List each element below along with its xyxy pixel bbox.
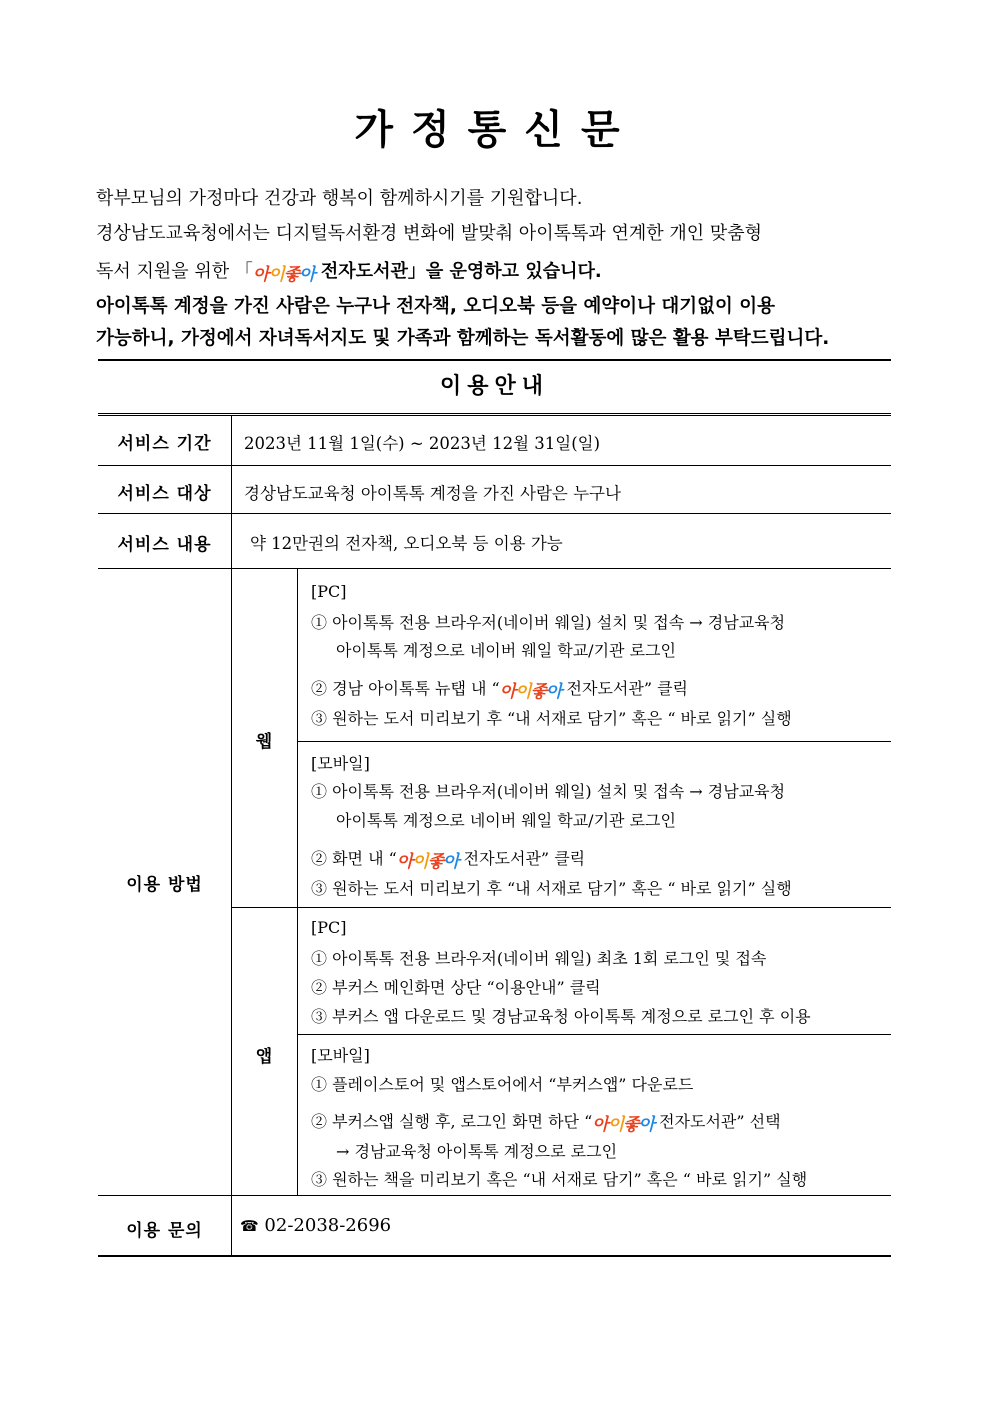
web-pc-header: [PC]	[311, 582, 347, 601]
label-app: 앱	[255, 1047, 273, 1067]
app-mobile-step-2-post: 전자도서관” 선택	[654, 1112, 781, 1131]
sub-divider	[297, 741, 891, 742]
page-title: 가정통신문	[354, 107, 638, 153]
intro-line-1: 학부모님의 가정마다 건강과 행복이 함께하시기를 기원합니다.	[96, 188, 583, 209]
web-pc-step-1-cont: 아이톡톡 계정으로 네이버 웨일 학교/기관 로그인	[336, 641, 676, 660]
sub-divider	[297, 1034, 891, 1035]
value-service-content: 약 12만권의 전자책, 오디오북 등 이용 가능	[250, 534, 563, 553]
web-mobile-header: [모바일]	[311, 754, 370, 773]
web-mobile-step-2-post: 전자도서관” 클릭	[458, 849, 586, 868]
web-pc-step-1: ① 아이톡톡 전용 브라우저(네이버 웨일) 설치 및 접속 → 경남교육청	[311, 613, 786, 632]
app-pc-step-3: ③ 부커스 앱 다운로드 및 경남교육청 아이톡톡 계정으로 로그인 후 이용	[311, 1007, 811, 1026]
label-service-target: 서비스 대상	[117, 484, 212, 504]
label-usage-method: 이용 방법	[126, 875, 203, 895]
contact-phone	[240, 1215, 391, 1236]
intro-line-3-pre: 독서 지원을 위한 「	[96, 261, 253, 282]
label-service-content: 서비스 내용	[117, 535, 212, 555]
section-title: 이용안내	[98, 359, 891, 416]
column-divider	[231, 416, 232, 1256]
web-pc-step-2-pre: ② 경남 아이톡톡 뉴탭 내 “	[311, 679, 500, 698]
web-mobile-step-2	[311, 846, 585, 872]
app-mobile-step-3: ③ 원하는 책을 미리보기 혹은 “내 서재로 담기” 혹은 “ 바로 읽기” 실행	[311, 1170, 808, 1189]
row-divider	[98, 513, 891, 514]
sub-divider	[231, 907, 891, 908]
app-mobile-step-2-cont: → 경남교육청 아이톡톡 계정으로 로그인	[336, 1142, 618, 1161]
row-divider	[98, 465, 891, 466]
web-pc-step-2	[311, 676, 688, 702]
intro-line-3	[96, 257, 896, 285]
web-mobile-step-2-pre: ② 화면 내 “	[311, 849, 397, 868]
web-pc-step-2-post: 전자도서관” 클릭	[561, 679, 689, 698]
column-divider	[297, 568, 298, 1195]
web-mobile-step-1: ① 아이톡톡 전용 브라우저(네이버 웨일) 설치 및 접속 → 경남교육청	[311, 782, 786, 801]
value-service-period: 2023년 11월 1일(수) ~ 2023년 12월 31일(일)	[244, 434, 601, 453]
phone-icon: ☎	[240, 1217, 259, 1235]
label-web: 웹	[255, 732, 273, 752]
app-mobile-header: [모바일]	[311, 1046, 370, 1065]
aijoa-logo: 아이좋아	[396, 852, 459, 872]
intro-line-3-post: 전자도서관」을 운영하고 있습니다.	[314, 261, 602, 282]
row-divider	[98, 568, 891, 569]
app-mobile-step-2-pre: ② 부커스앱 실행 후, 로그인 화면 하단 “	[311, 1112, 593, 1131]
label-service-period: 서비스 기간	[117, 434, 212, 454]
app-mobile-step-1: ① 플레이스토어 및 앱스토어에서 “부커스앱” 다운로드	[311, 1075, 694, 1094]
app-pc-step-2: ② 부커스 메인화면 상단 “이용안내” 클릭	[311, 978, 601, 997]
app-mobile-step-2	[311, 1109, 781, 1135]
web-mobile-step-3: ③ 원하는 도서 미리보기 후 “내 서재로 담기” 혹은 “ 바로 읽기” 실행	[311, 879, 792, 898]
table-bottom-border	[98, 1255, 891, 1257]
app-pc-header: [PC]	[311, 918, 347, 937]
contact-phone-number: 02-2038-2696	[264, 1215, 392, 1236]
intro-line-2: 경상남도교육청에서는 디지털독서환경 변화에 발맞춰 아이톡톡과 연계한 개인 맞춤형	[96, 223, 763, 244]
value-service-target: 경상남도교육청 아이톡톡 계정을 가진 사람은 누구나	[244, 484, 621, 503]
row-divider	[98, 1195, 891, 1196]
web-mobile-step-1-cont: 아이톡톡 계정으로 네이버 웨일 학교/기관 로그인	[336, 811, 676, 830]
intro-line-4: 아이톡톡 계정을 가진 사람은 누구나 전자책, 오디오북 등을 예약이나 대기없이 이용	[96, 296, 776, 317]
aijoa-logo: 아이좋아	[252, 265, 315, 285]
aijoa-logo: 아이좋아	[499, 682, 562, 702]
intro-line-5: 가능하니, 가정에서 자녀독서지도 및 가족과 함께하는 독서활동에 많은 활용 부탁드립니다.	[96, 328, 830, 349]
label-contact: 이용 문의	[126, 1221, 203, 1241]
app-pc-step-1: ① 아이톡톡 전용 브라우저(네이버 웨일) 최초 1회 로그인 및 접속	[311, 949, 767, 968]
aijoa-logo: 아이좋아	[592, 1115, 655, 1135]
web-pc-step-3: ③ 원하는 도서 미리보기 후 “내 서재로 담기” 혹은 “ 바로 읽기” 실행	[311, 709, 792, 728]
